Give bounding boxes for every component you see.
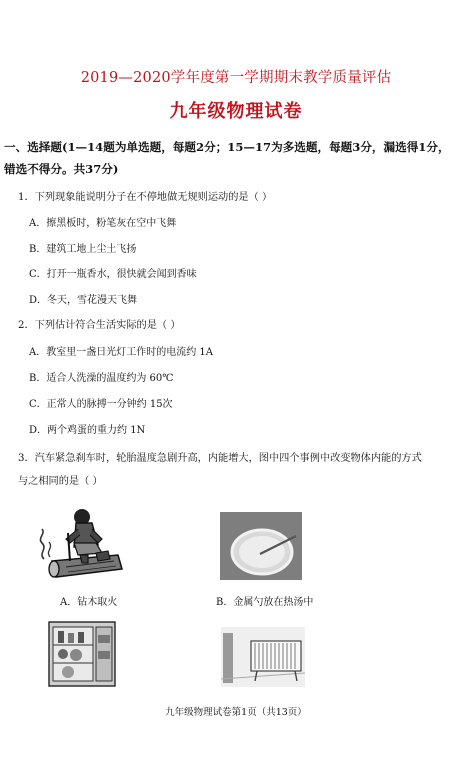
question-3-stem-line1: 3．汽车紧急刹车时，轮胎温度急剧升高，内能增大，图中四个事例中改变物体内能的方式 — [18, 453, 422, 464]
question-2-option-c: C．正常人的脉搏一分钟约 15次 — [29, 399, 173, 410]
question-1-option-a: A．擦黑板时，粉笔灰在空中飞舞 — [29, 218, 177, 229]
question-3-stem-line2: 与之相同的是（ ） — [18, 476, 103, 487]
question-2-option-b: B．适合人洗澡的温度约为 60℃ — [29, 373, 174, 384]
spoon-in-hot-soup-icon — [220, 512, 302, 580]
question-3-caption-b: B．金属勺放在热汤中 — [216, 597, 314, 608]
page-footer: 九年级物理试卷第1页（共13页） — [165, 707, 307, 718]
section-heading-line1: 一、选择题(1—14题为单选题，每题2分；15—17为多选题，每题3分，漏选得1分， — [4, 140, 450, 154]
question-2-option-d: D．两个鸡蛋的重力约 1N — [29, 425, 146, 436]
question-2-option-a: A．教室里一盏日光灯工作时的电流约 1A — [29, 347, 213, 358]
exam-subject-title: 九年级物理试卷 — [169, 101, 303, 122]
question-1-option-b: B．建筑工地上尘土飞扬 — [29, 244, 137, 255]
question-1-option-c: C．打开一瓶香水，很快就会闻到香味 — [29, 269, 197, 280]
drilling-wood-fire-icon — [36, 503, 126, 581]
refrigerator-icon — [48, 621, 116, 687]
question-2-stem: 2．下列估计符合生活实际的是（ ） — [18, 320, 181, 331]
question-1-option-d: D．冬天，雪花漫天飞舞 — [29, 295, 138, 306]
question-1-stem: 1．下列现象能说明分子在不停地做无规则运动的是（ ） — [18, 192, 273, 203]
radiator-heater-icon — [221, 627, 305, 687]
question-3-caption-a: A．钻木取火 — [60, 597, 118, 608]
exam-header-title: 2019—2020学年度第一学期期末教学质量评估 — [80, 70, 392, 86]
section-heading-line2: 错选不得分。共37分) — [4, 162, 119, 176]
